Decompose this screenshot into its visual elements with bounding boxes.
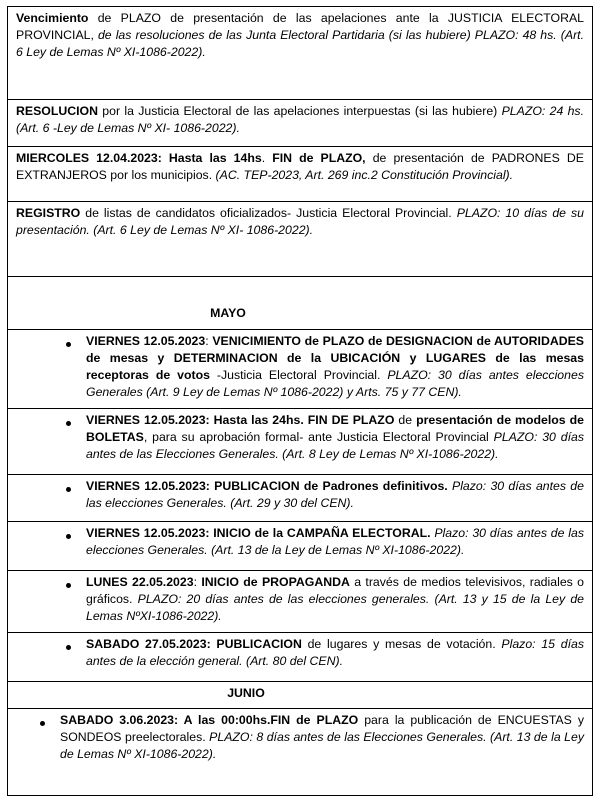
row-deadline: PLAZO: 10 días de su presentación. (Art. 6 Ley de Lemas Nº XI- 1086-2022). [16,206,584,237]
item-heading: INICIO de PROPAGANDA [201,575,350,589]
row-heading: MIERCOLES 12.04.2023: Hasta las 14hs [16,151,262,165]
table-row-vencimiento [7,6,593,100]
bullet-icon [66,645,71,650]
june-item-1 [7,708,593,796]
bullet-icon [40,721,45,726]
row-text: de listas de candidatos oficializados- Justicia Electoral Provincial. [80,206,457,220]
row-deadline: de las resoluciones de las Junta Electoral Partidaria (si las hubiere) PLAZO: 48 hs. (Art. 6 Ley de Lemas Nº XI-1086-2022). [16,28,584,59]
row-heading-2: FIN de PLAZO, [272,151,366,165]
item-deadline: Plazo: 30 días antes de las elecciones Generales. (Art. 13 de la Ley de Lemas Nº XI-1086-2022). [86,526,584,557]
item-heading: VIERNES 12.05.2023: PUBLICACION de Padrones definitivos. [86,479,448,493]
item-heading: VENICIMIENTO de PLAZO de DESIGNACION de AUTORIDADES de mesas y DETERMINACION de la UBICACIÓN y LUGARES de las mesas receptoras de votos [86,334,584,382]
month-row-june [7,681,593,709]
table-row-registro [7,201,593,277]
item-date: VIERNES 12.05.2023: Hasta las 24hs. FIN DE PLAZO [86,413,395,427]
item-deadline: PLAZO: 30 días antes de las Elecciones Generales. (Art. 8 Ley de Lemas Nº XI-1086-2022). [86,430,584,461]
item-heading: SABADO 3.06.2023: A las 00:00hs.FIN de PLAZO [60,713,359,727]
may-item-4 [7,521,593,571]
may-item-1 [7,329,593,409]
may-item-2 [7,408,593,475]
table-row-resolucion [7,99,593,147]
row-heading: Vencimiento [16,11,89,25]
item-text: : [205,334,213,348]
item-text: de [394,413,417,427]
month-heading-may: MAYO [210,306,246,320]
row-text: por la Justicia Electoral de las apelaciones interpuestas (si las hubiere) [97,104,502,118]
schedule-table [7,6,593,796]
month-heading-june: JUNIO [227,686,265,700]
item-heading: presentación de modelos de BOLETAS [86,413,584,444]
item-text: de lugares y mesas de votación. [301,637,502,651]
may-item-5 [7,570,593,633]
item-deadline: Plazo: 15 días antes de la elección general. (Art. 80 del CEN). [86,637,585,668]
month-row-may [7,276,593,330]
row-text-2: de presentación de PADRONES DE EXTRANJEROS por los municipios. [16,151,584,182]
item-date: LUNES 22.05.2023 [86,575,194,589]
item-deadline: Plazo: 30 días antes de las elecciones Generales. (Art. 29 y 30 del CEN). [86,479,584,510]
item-date: VIERNES 12.05.2023 [86,334,206,348]
bullet-icon [66,583,71,588]
bullet-icon [66,421,71,426]
row-text: . [261,151,273,165]
table-row-miercoles [7,146,593,202]
item-deadline: PLAZO: 8 días antes de las Elecciones Generales. (Art. 13 de la Ley de Lemas Nº XI-1086-2022). [60,730,584,761]
item-heading: VIERNES 12.05.2023: INICIO de la CAMPAÑA ELECTORAL. [86,526,431,540]
row-deadline: (AC. TEP-2023, Art. 269 inc.2 Constitución Provincial). [215,168,514,182]
may-item-3 [7,474,593,522]
bullet-icon [66,487,71,492]
bullet-icon [66,342,71,347]
row-deadline: PLAZO: 24 hs. (Art. 6 -Ley de Lemas Nº XI- 1086-2022). [16,104,584,135]
item-heading: SABADO 27.05.2023: PUBLICACION [86,637,302,651]
item-deadline: PLAZO: 20 días antes de las elecciones generales. (Art. 13 y 15 de la Ley de Lemas NºXI-1086-2022). [86,592,584,623]
row-heading: RESOLUCION [16,104,98,118]
item-text-2: , para su aprobación formal- ante Justicia Electoral Provincial [143,430,494,444]
item-text: : [193,575,202,589]
row-text: de PLAZO de presentación de las apelaciones ante la JUSTICIA ELECTORAL PROVINCIAL, [16,11,584,42]
item-text-2: a través de medios televisivos, radiales o gráficos. [86,575,584,606]
may-item-6 [7,632,593,682]
item-text: para la publicación de ENCUESTAS y SONDEOS preelectorales. [60,713,584,744]
item-text-2: -Justicia Electoral Provincial. [209,368,388,382]
bullet-icon [66,534,71,539]
row-heading: REGISTRO [16,206,81,220]
item-deadline: PLAZO: 30 días antes elecciones Generales (Art. 9 Ley de Lemas Nº 1086-2022) y Arts. 75 y 77 CEN). [86,368,584,399]
